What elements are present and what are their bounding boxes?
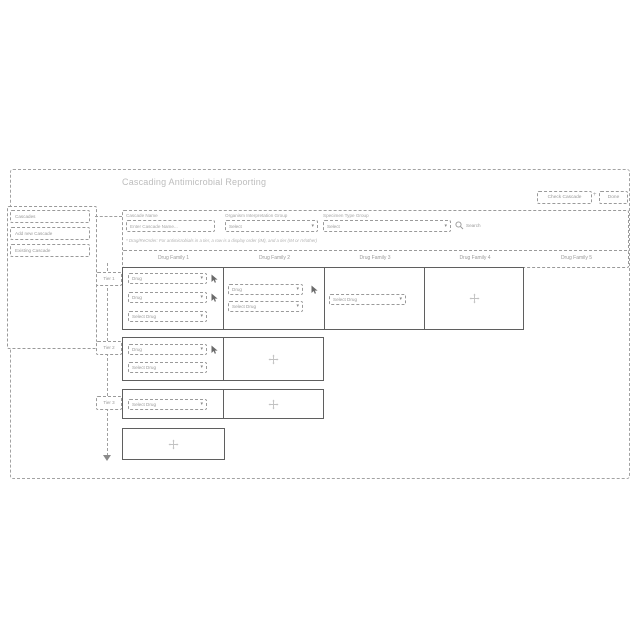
plus-separator: + bbox=[593, 192, 597, 198]
tier-2-label: Tier 2 bbox=[96, 341, 122, 355]
drug-select-value: Drug bbox=[132, 295, 142, 300]
add-drop-target-icon bbox=[469, 293, 480, 304]
add-tier-box[interactable] bbox=[122, 428, 225, 460]
chevron-down-icon: ▾ bbox=[311, 222, 314, 229]
page-title: Cascading Antimicrobial Reporting bbox=[122, 177, 267, 187]
drug-select[interactable] bbox=[128, 344, 207, 355]
tier-1-family-1-cell bbox=[123, 268, 224, 329]
select-drug-select[interactable] bbox=[228, 301, 303, 312]
drug-select-value: Select Drug bbox=[132, 402, 157, 407]
chevron-down-icon: ▾ bbox=[200, 346, 203, 352]
chevron-down-icon: ▾ bbox=[296, 286, 299, 292]
add-drop-target-icon bbox=[168, 439, 179, 450]
column-header: Drug Family 5 bbox=[560, 255, 593, 261]
select-drug-select[interactable] bbox=[128, 311, 207, 322]
drag-cursor-icon bbox=[211, 293, 218, 302]
connector-line bbox=[95, 216, 122, 217]
organism-group-value: Select bbox=[229, 223, 242, 229]
drug-select-value: Select Drug bbox=[132, 314, 157, 319]
tier-1-label: Tier 1 bbox=[96, 272, 122, 286]
column-header: Drug Family 1 bbox=[157, 255, 190, 261]
drug-select[interactable] bbox=[228, 284, 303, 295]
drag-cursor-icon bbox=[311, 285, 318, 294]
tier-3-family-1-cell bbox=[123, 390, 224, 418]
arrow-down-icon bbox=[103, 455, 111, 461]
drug-select-value: Select Drug bbox=[333, 297, 358, 302]
chevron-down-icon: ▾ bbox=[200, 364, 203, 370]
specimen-group-label: Specimen Type Group bbox=[323, 213, 369, 218]
search-label: Search bbox=[466, 223, 481, 228]
tier-2-row bbox=[122, 337, 324, 381]
search-button[interactable] bbox=[455, 221, 481, 230]
chevron-down-icon: ▾ bbox=[200, 275, 203, 281]
chevron-down-icon: ▾ bbox=[200, 401, 203, 407]
check-cascade-button[interactable]: Check Cascade bbox=[537, 191, 592, 204]
tier-2-family-2-cell[interactable] bbox=[224, 338, 323, 380]
tier-1-family-4-cell[interactable] bbox=[425, 268, 523, 329]
sidebar-item-add-new-cascade[interactable]: Add new Cascade bbox=[10, 227, 90, 240]
specimen-group-value: Select bbox=[327, 223, 340, 229]
done-button[interactable]: Done bbox=[599, 191, 628, 204]
cascade-name-label: Cascade Name bbox=[126, 213, 158, 218]
drug-select-value: Select Drug bbox=[132, 365, 157, 370]
column-header: Drug Family 2 bbox=[258, 255, 291, 261]
chevron-down-icon: ▾ bbox=[200, 294, 203, 300]
specimen-group-select[interactable] bbox=[323, 220, 451, 232]
tier-3-label: Tier 3 bbox=[96, 396, 122, 410]
organism-group-label: Organism Interpretation Group bbox=[225, 213, 288, 218]
chevron-down-icon: ▾ bbox=[200, 313, 203, 319]
drug-select[interactable] bbox=[128, 292, 207, 303]
select-drug-select[interactable] bbox=[128, 399, 207, 410]
column-header: Drug Family 4 bbox=[459, 255, 491, 261]
tier-3-family-2-cell[interactable] bbox=[224, 390, 323, 418]
form-help-text: * Drag/ReOrder: For antimicrobials in a tier, a row is a display order (IM), and a tier (IM or IV/other) bbox=[126, 238, 318, 243]
tier-3-row bbox=[122, 389, 324, 419]
search-icon bbox=[455, 221, 464, 230]
sidebar-item-existing-cascade[interactable]: Existing Cascade bbox=[10, 244, 90, 257]
tier-connector-line bbox=[107, 263, 108, 456]
tier-2-family-1-cell bbox=[123, 338, 224, 380]
drug-select-value: Drug bbox=[132, 276, 142, 281]
cascade-name-input[interactable] bbox=[126, 220, 215, 232]
add-drop-target-icon bbox=[268, 399, 279, 410]
drug-select-value: Drug bbox=[132, 347, 142, 352]
drug-select-value: Drug bbox=[232, 287, 242, 292]
drug-select-value: Select Drug bbox=[232, 304, 257, 309]
add-drop-target-icon bbox=[268, 354, 279, 365]
drag-cursor-icon bbox=[211, 345, 218, 354]
chevron-down-icon: ▾ bbox=[444, 222, 447, 229]
drug-select[interactable] bbox=[128, 273, 207, 284]
tier-1-family-3-cell bbox=[325, 268, 425, 329]
select-drug-select[interactable] bbox=[329, 294, 406, 305]
select-drug-select[interactable] bbox=[128, 362, 207, 373]
column-header: Drug Family 3 bbox=[359, 255, 391, 261]
sidebar-item-cascades[interactable]: Cascades bbox=[10, 210, 90, 223]
chevron-down-icon: ▾ bbox=[296, 303, 299, 309]
drug-family-header-row bbox=[122, 250, 629, 268]
drag-cursor-icon bbox=[211, 274, 218, 283]
chevron-down-icon: ▾ bbox=[399, 296, 402, 302]
organism-group-select[interactable] bbox=[225, 220, 318, 232]
tier-1-row bbox=[122, 267, 524, 330]
tier-1-family-2-cell bbox=[224, 268, 325, 329]
